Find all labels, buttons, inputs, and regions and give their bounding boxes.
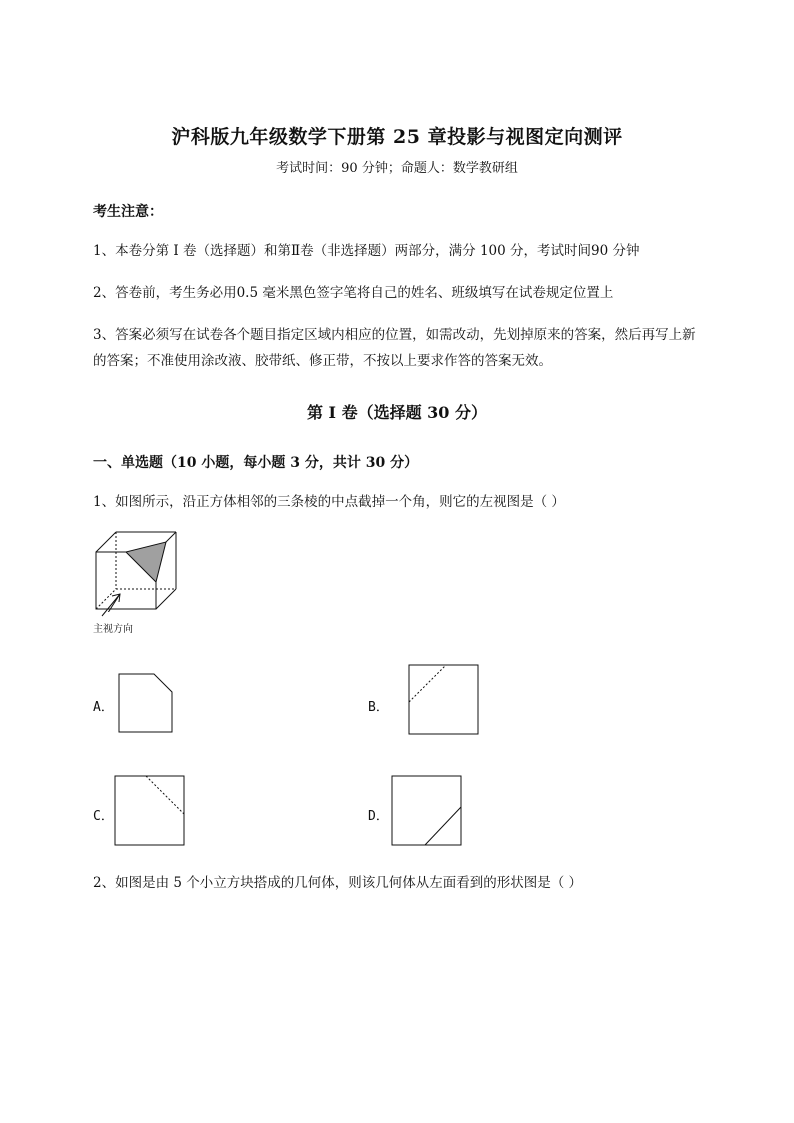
section-title: 第 I 卷（选择题 30 分） <box>306 403 488 422</box>
notice-item-1: 1、本卷分第 I 卷（选择题）和第Ⅱ卷（非选择题）两部分，满分 100 分，考试时间90 分钟 <box>93 243 640 259</box>
notice-item-2: 2、答卷前，考生务必用0.5 毫米黑色签字笔将自己的姓名、班级填写在试卷规定位置上 <box>93 285 614 301</box>
option-d-label[interactable]: D． <box>368 809 389 824</box>
option-c-figure[interactable] <box>114 775 186 847</box>
question-2-text: 2、如图是由 5 个小立方块搭成的几何体，则该几何体从左面看到的形状图是（ ） <box>93 875 583 891</box>
option-b-figure[interactable] <box>408 664 480 736</box>
notice-item-3-continued: 的答案；不准使用涂改液、胶带纸、修正带，不按以上要求作答的答案无效。 <box>93 353 552 369</box>
option-b-label[interactable]: B． <box>368 700 389 715</box>
option-a-figure[interactable] <box>118 673 174 733</box>
figure-caption: 主视方向 <box>93 624 133 635</box>
question-1-text: 1、如图所示，沿正方体相邻的三条棱的中点截掉一个角，则它的左视图是（ ） <box>93 494 565 510</box>
part-heading: 一、单选题（10 小题，每小题 3 分，共计 30 分） <box>93 455 419 471</box>
option-c-label[interactable]: C． <box>93 809 114 824</box>
cut-face <box>126 542 166 582</box>
arrow-icon <box>100 590 130 620</box>
exam-info: 考试时间：90 分钟；命题人：数学教研组 <box>276 161 518 176</box>
page-title: 沪科版九年级数学下册第 25 章投影与视图定向测评 <box>171 126 623 148</box>
option-d-figure[interactable] <box>391 775 463 847</box>
notice-heading: 考生注意： <box>93 204 163 220</box>
option-a-label[interactable]: A． <box>93 700 114 715</box>
notice-item-3: 3、答案必须写在试卷各个题目指定区域内相应的位置，如需改动，先划掉原来的答案，然后再写上新 <box>93 327 696 343</box>
